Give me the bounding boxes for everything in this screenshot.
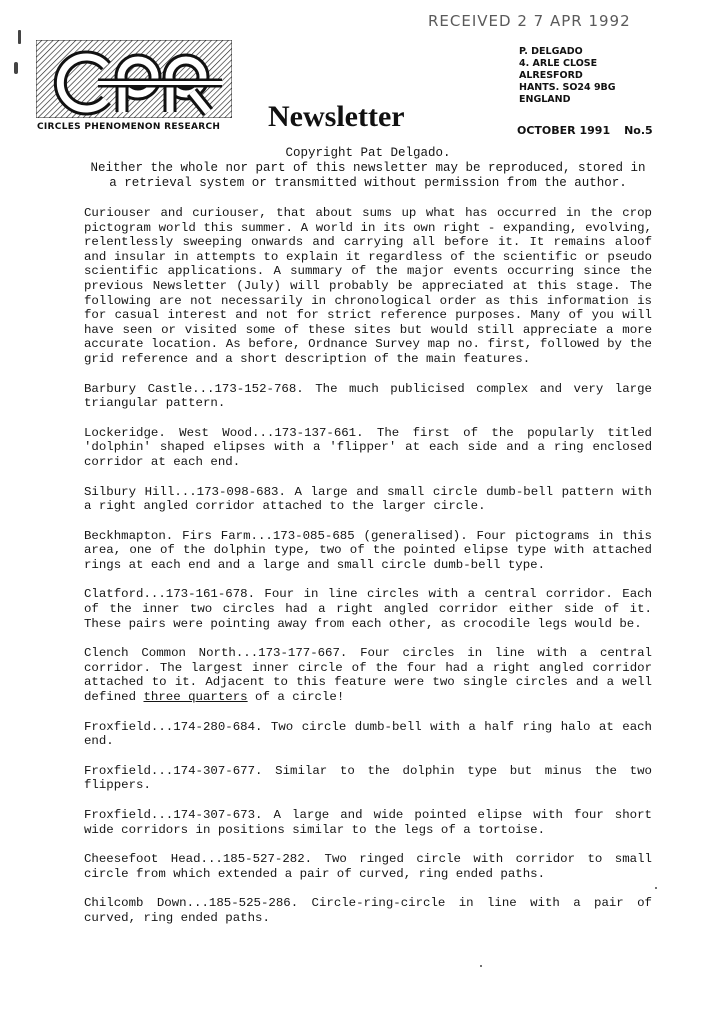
site-entry bbox=[84, 646, 652, 704]
site-entry: Cheesefoot Head...185-527-282. Two ringed circle with corridor to small circle from which extended a pair of curved, ring ended paths. bbox=[84, 852, 652, 881]
address-line: HANTS. SO24 9BG bbox=[519, 82, 616, 93]
copyright-line: Copyright Pat Delgado. bbox=[285, 146, 451, 160]
site-entry: Clatford...173-161-678. Four in line circles with a central corridor. Each of the inner two circles had a right angled corridor either side of it. These pairs were pointing away from each other, as crocodile legs would be. bbox=[84, 587, 652, 631]
site-entry: Silbury Hill...173-098-683. A large and small circle dumb-bell pattern with a right angled corridor attached to the larger circle. bbox=[84, 484, 652, 514]
newsletter-body bbox=[84, 206, 652, 941]
copyright-notice bbox=[84, 146, 652, 191]
site-entry: Froxfield...174-307-673. A large and wide pointed elipse with four short wide corridors in positions similar to the legs of a tortoise. bbox=[84, 808, 652, 837]
issue-date: OCTOBER 1991 bbox=[517, 124, 611, 137]
issue-info bbox=[517, 124, 653, 137]
scan-mark bbox=[18, 30, 21, 44]
site-entry: Chilcomb Down...185-525-286. Circle-ring-circle in line with a pair of curved, ring ended paths. bbox=[84, 896, 652, 925]
newsletter-title: Newsletter bbox=[268, 100, 405, 133]
scan-mark bbox=[480, 965, 482, 967]
received-stamp: RECEIVED 2 7 APR 1992 bbox=[428, 12, 631, 30]
underlined-phrase: three quarters bbox=[143, 690, 248, 705]
address-line: P. DELGADO bbox=[519, 46, 583, 57]
entry-tail: of a circle! bbox=[255, 690, 345, 705]
site-entry: Barbury Castle...173-152-768. The much publicised complex and very large triangular pattern. bbox=[84, 381, 652, 411]
cpr-logo bbox=[36, 40, 232, 118]
logo-caption: CIRCLES PHENOMENON RESEARCH bbox=[37, 122, 221, 132]
entry-text: Clench Common North...173-177-667. Four circles in line with a central corridor. The largest inner circle of the four had a right angled corridor attached to it. Adjacent to this feature were two single circles and a well defined bbox=[84, 646, 652, 705]
site-entry: Lockeridge. West Wood...173-137-661. The first of the popularly titled 'dolphin' shaped elipses with a 'flipper' at each side and a ring enclosed corridor at each end. bbox=[84, 425, 652, 469]
copyright-terms: Neither the whole nor part of this newsletter may be reproduced, stored in a retrieval system or transmitted without permission from the author. bbox=[90, 161, 646, 190]
intro-paragraph: Curiouser and curiouser, that about sums up what has occurred in the crop pictogram world this summer. A world in its own right - expanding, evolving, relentlessly sweeping onwards and carrying all before it. It remains aloof and insular in attempts to explain it regardless of the scientific or pseudo scientific applications. A summary of the major events occurring since the previous Newsletter (July) will probably be appreciated at this stage. The following are not necessarily in chronological order as this information is for casual interest and not for strict reference purposes. Many of you will have seen or visited some of these sites but would still appreciate a more accurate location. As before, Ordnance Survey map no. first, followed by the grid reference and a short description of the main features. bbox=[84, 206, 652, 366]
site-entry: Froxfield...174-307-677. Similar to the dolphin type but minus the two flippers. bbox=[84, 763, 652, 793]
scan-mark bbox=[14, 62, 18, 74]
sender-address bbox=[519, 46, 616, 106]
address-line: 4. ARLE CLOSE bbox=[519, 58, 598, 69]
scan-mark bbox=[655, 887, 657, 889]
address-line: ENGLAND bbox=[519, 94, 571, 105]
site-entry: Beckhmapton. Firs Farm...173-085-685 (generalised). Four pictograms in this area, one of the dolphin type, two of the pointed elipse type with attached rings at each end and a large and small circle dumb-bell type. bbox=[84, 528, 652, 572]
issue-number: No.5 bbox=[624, 124, 653, 137]
site-entry: Froxfield...174-280-684. Two circle dumb-bell with a half ring halo at each end. bbox=[84, 719, 652, 749]
address-line: ALRESFORD bbox=[519, 70, 583, 81]
